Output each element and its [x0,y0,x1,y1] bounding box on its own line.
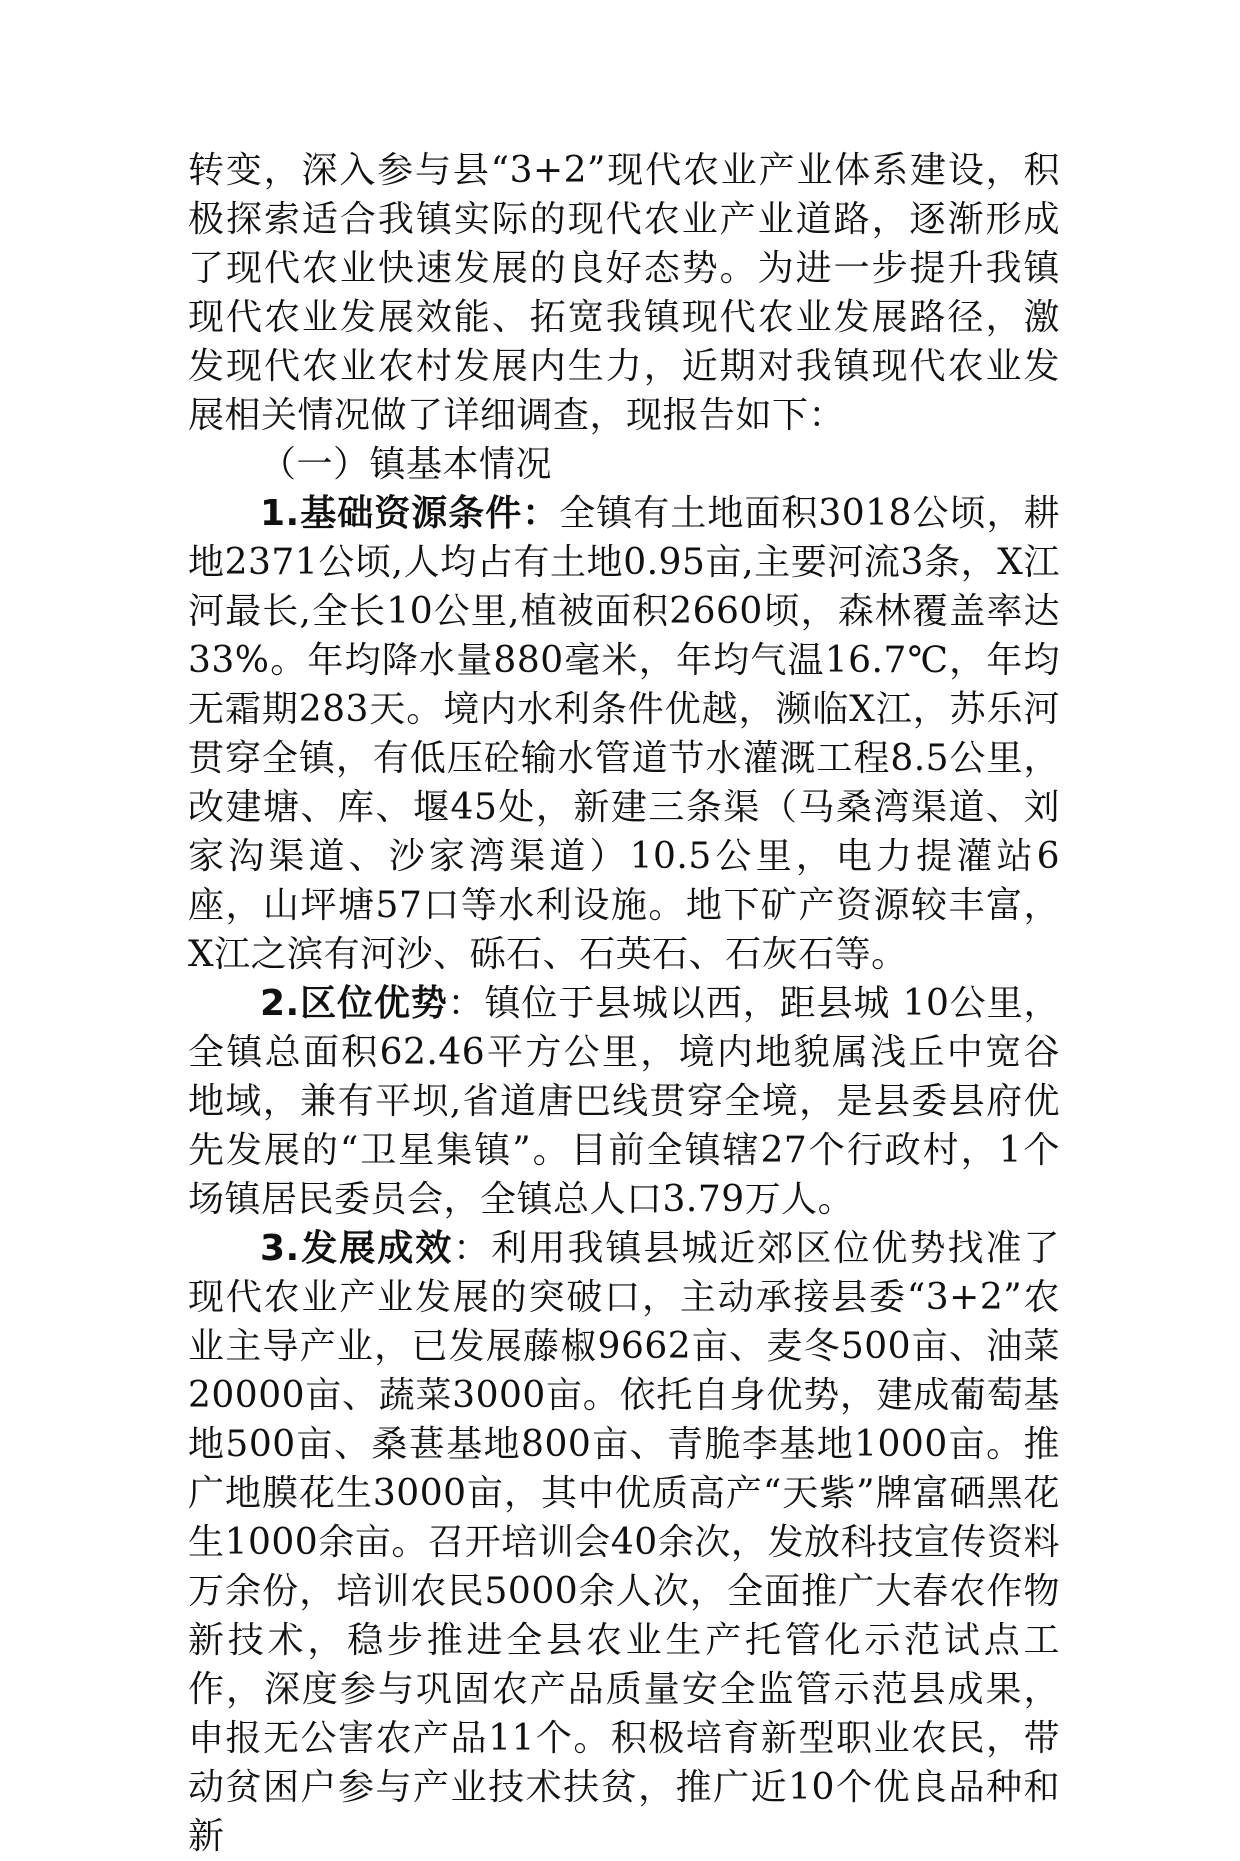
section-heading: （一）镇基本情况 [260,444,553,485]
item2-paragraph [188,979,1060,1224]
item3-body: ：利用我镇县城近郊区位优势找准了现代农业产业发展的突破口，主动承接县委“3+2”农业主导产业，已发展藤椒9662亩、麦冬500亩、油菜20000亩、蔬菜3000亩。依托自身优势，建成葡萄基地500亩、桑葚基地800亩、青脆李基地1000亩。推广地膜花生3000亩，其中优质高产“天紫”牌富硒黑花生1000余亩。召开培训会40余次，发放科技宣传资料万余份，培训农民5000余人次，全面推广大春农作物新技术，稳步推进全县农业生产托管化示范试点工作，深度参与巩固农产品质量安全监管示范县成果，申报无公害农产品11个。积极培育新型职业农民，带动贫困户参与产业技术扶贫，推广近10个优良品种和新 [188,1228,1060,1857]
item1-title: 1.基础资源条件： [260,493,560,534]
item2-title: 2.区位优势 [260,983,448,1024]
item3-title: 3.发展成效 [260,1228,454,1269]
item2-body: ：镇位于县城以西，距县城 10公里，全镇总面积62.46平方公里，境内地貌属浅丘中宽谷地域，兼有平坝,省道唐巴线贯穿全境，是县委县府优先发展的“卫星集镇”。目前全镇辖27个行政村，1个场镇居民委员会，全镇总人口3.79万人。 [188,983,1060,1220]
intro-paragraph: 转变，深入参与县“3+2”现代农业产业体系建设，积极探索适合我镇实际的现代农业产业道路，逐渐形成了现代农业快速发展的良好态势。为进一步提升我镇现代农业发展效能、拓宽我镇现代农业发展路径，激发现代农业农村发展内生力，近期对我镇现代农业发展相关情况做了详细调查，现报告如下： [188,150,1060,436]
item1-paragraph [188,489,1060,979]
document-body [188,146,1060,1861]
item3-paragraph [188,1224,1060,1861]
item1-body: 全镇有土地面积3018公顷，耕地2371公顷,人均占有土地0.95亩,主要河流3条，X江河最长,全长10公里,植被面积2660顷，森林覆盖率达33%。年均降水量880毫米，年均气温16.7℃，年均无霜期283天。境内水利条件优越，濒临X江，苏乐河贯穿全镇，有低压砼输水管道节水灌溉工程8.5公里，改建塘、库、堰45处，新建三条渠（马桑湾渠道、刘家沟渠道、沙家湾渠道）10.5公里，电力提灌站6座，山坪塘57口等水利设施。地下矿产资源较丰富，X江之滨有河沙、砾石、石英石、石灰石等。 [188,493,1060,975]
